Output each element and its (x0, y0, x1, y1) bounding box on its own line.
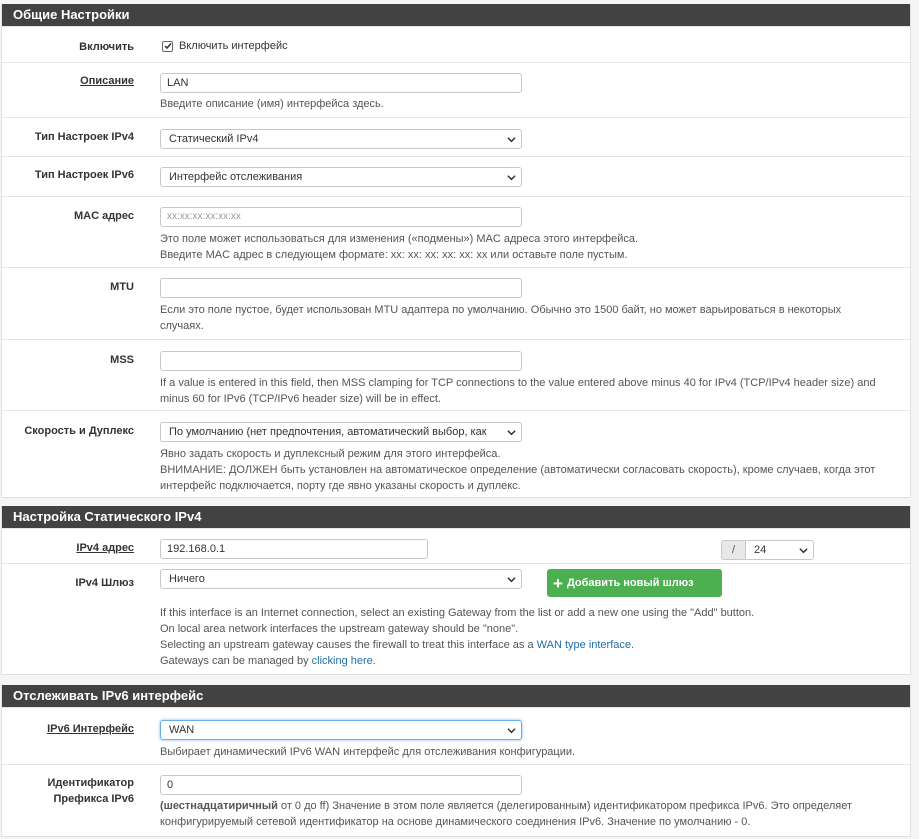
mss-label: MSS (110, 354, 134, 366)
description-row (2, 62, 910, 117)
static-ipv4-panel (1, 506, 911, 675)
ipv6-prefix-help (160, 798, 900, 830)
enable-row (2, 26, 910, 62)
mtu-label: MTU (110, 281, 134, 293)
chevron-down-icon (507, 726, 516, 735)
mac-label: MAC адрес (73, 210, 134, 222)
add-gateway-label: Добавить новый шлюз (566, 577, 694, 589)
description-input[interactable]: LAN (160, 73, 522, 93)
ipv4-gateway-select[interactable] (160, 569, 522, 589)
speed-help-line2: ВНИМАНИЕ: ДОЛЖЕН быть установлен на автоматическое определение (автоматически согласовать скорость), кроме случаев, когда этот (160, 464, 876, 476)
ipv6-interface-row (2, 707, 910, 764)
gateway-help-line3-text: Selecting an upstream gateway causes the firewall to treat this interface as a (160, 639, 537, 651)
ipv6-prefix-row (2, 764, 910, 836)
prefix-help-bold: (шестнадцатиричный (160, 800, 278, 812)
speed-help-line1: Явно задать скорость и дуплексный режим для этого интерфейса. (160, 448, 501, 460)
speed-duplex-label: Скорость и Дуплекс (24, 425, 134, 437)
cidr-value: 24 (754, 544, 767, 556)
mss-help-line2: minus 60 for IPv6 (TCP/IPv6 header size) will be in effect. (160, 393, 442, 405)
mac-help (160, 231, 900, 263)
check-icon (164, 42, 172, 50)
mtu-row (2, 267, 910, 339)
enable-checkbox-wrap[interactable] (162, 40, 288, 52)
ipv4-type-row (2, 117, 910, 156)
speed-duplex-help (160, 446, 900, 494)
chevron-down-icon (507, 575, 516, 584)
ipv4-type-value: Статический IPv4 (169, 133, 259, 145)
mac-help-line2: Введите MAC адрес в следующем формате: xx: xx: xx: xx: xx: xx или оставьте поле пустым. (160, 249, 628, 261)
cidr-select[interactable] (745, 540, 814, 560)
ipv6-type-row (2, 156, 910, 196)
ipv6-prefix-input[interactable]: 0 (160, 775, 522, 795)
prefix-help-line1 (160, 798, 900, 814)
chevron-down-icon (507, 173, 516, 182)
chevron-down-icon (507, 428, 516, 437)
mss-input[interactable] (160, 351, 522, 371)
mtu-help-line1: Если это поле пустое, будет использован MTU адаптера по умолчанию. Обычно это 1500 байт, но может варьироваться в некоторых (160, 304, 842, 316)
ipv6-prefix-label (48, 775, 135, 807)
mss-help-line1: If a value is entered in this field, then MSS clamping for TCP connections to the value entered above minus 40 for IPv4 (TCP/IPv4 header size) and (160, 377, 876, 389)
gateway-help-line3-end: . (631, 639, 635, 651)
cidr-slash: / (721, 540, 746, 560)
enable-label: Включить (79, 41, 134, 53)
ipv6-type-label: Тип Настроек IPv6 (34, 169, 134, 181)
mac-help-line1: Это поле может использоваться для изменения («подмены») MAC адреса этого интерфейса. (160, 233, 639, 245)
clicking-here-link[interactable]: clicking here (311, 655, 373, 667)
ipv6-interface-value: WAN (169, 724, 195, 736)
ipv6-type-select[interactable] (160, 167, 522, 187)
mac-input[interactable]: xx:xx:xx:xx:xx:xx (160, 207, 522, 227)
gateway-help-line3 (160, 637, 900, 653)
prefix-help-line2: конфигурируемый сетевой идентификатор на основе динамического соединения IPv6. Значение по умолчанию - 0. (160, 816, 751, 828)
ipv6-type-value: Интерфейс отслеживания (169, 171, 303, 183)
ipv6-prefix-label-line2: Префикса IPv6 (53, 793, 134, 805)
panel-heading-general: Общие Настройки (2, 4, 910, 26)
ipv6-prefix-label-line1: Идентификатор (47, 777, 134, 789)
ipv4-address-label: IPv4 адрес (76, 542, 134, 554)
mtu-help-line2: случаях. (160, 320, 204, 332)
mac-row (2, 196, 910, 267)
panel-heading-static-ipv4: Настройка Статического IPv4 (2, 506, 910, 528)
chevron-down-icon (799, 546, 808, 555)
gateway-help-line1: If this interface is an Internet connection, select an existing Gateway from the list or add a new one using the "Add" button. (160, 607, 755, 619)
ipv4-address-input[interactable]: 192.168.0.1 (160, 539, 428, 559)
mss-help (160, 375, 900, 407)
gateway-help-line2: On local area network interfaces the upstream gateway should be "none". (160, 623, 519, 635)
mtu-help (160, 302, 900, 334)
track-ipv6-panel (1, 685, 911, 837)
mtu-input[interactable] (160, 278, 522, 298)
ipv4-gateway-value: Ничего (169, 573, 205, 585)
wan-type-interface-link[interactable]: WAN type interface (536, 639, 632, 651)
plus-icon: + (553, 573, 563, 593)
ipv4-address-row (2, 528, 910, 563)
general-settings-panel (1, 4, 911, 498)
speed-duplex-select[interactable] (160, 422, 522, 442)
mss-row (2, 339, 910, 410)
speed-duplex-row (2, 410, 910, 497)
ipv4-gateway-row (2, 563, 910, 674)
enable-checkbox-label: Включить интерфейс (179, 40, 288, 52)
description-help: Введите описание (имя) интерфейса здесь. (160, 98, 384, 110)
ipv6-interface-select[interactable] (160, 720, 522, 740)
prefix-help-text: от 0 до ff) Значение в этом поле является (делегированным) идентификатором префикса IPv6. Это определяет (277, 800, 853, 812)
chevron-down-icon (507, 135, 516, 144)
ipv4-type-label: Тип Настроек IPv4 (34, 131, 134, 143)
add-gateway-button[interactable] (547, 569, 722, 597)
gateway-help-line4 (160, 653, 900, 669)
gateway-help-line4-end: . (372, 655, 376, 667)
ipv6-interface-help: Выбирает динамический IPv6 WAN интерфейс для отслеживания конфигурации. (160, 746, 576, 758)
gateway-help-line4-text: Gateways can be managed by (160, 655, 312, 667)
enable-checkbox[interactable] (162, 41, 173, 52)
ipv4-gateway-help (160, 605, 900, 669)
panel-heading-track-ipv6: Отслеживать IPv6 интерфейс (2, 685, 910, 707)
description-label: Описание (80, 75, 134, 87)
ipv4-type-select[interactable] (160, 129, 522, 149)
ipv4-gateway-label: IPv4 Шлюз (75, 577, 134, 589)
speed-duplex-value: По умолчанию (нет предпочтения, автоматический выбор, как (169, 426, 487, 438)
ipv6-interface-label: IPv6 Интерфейс (47, 723, 134, 735)
speed-help-line3: интерфейс подключается, порту где явно указаны скорость и дуплекс. (160, 480, 521, 492)
